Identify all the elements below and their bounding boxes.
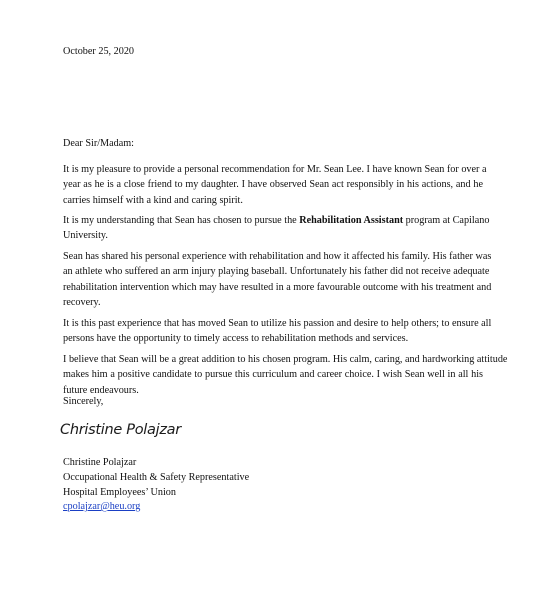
paragraph-2-line: University. — [63, 230, 108, 242]
signer-name: Christine Polajzar — [63, 457, 137, 468]
salutation: Dear Sir/Madam: — [63, 138, 135, 149]
paragraph-4-line: persons have the opportunity to timely access to rehabilitation methods and services. — [63, 333, 409, 345]
signer-email-link[interactable]: cpolajzar@heu.org — [63, 501, 141, 512]
paragraph-3 — [63, 249, 492, 311]
paragraph-2-text: It is my understanding that Sean has chosen to pursue the — [63, 215, 300, 226]
paragraph-3-line: Sean has shared his personal experience with rehabilitation and how it affected his family. His father was — [63, 251, 492, 262]
handwritten-signature — [58, 414, 198, 444]
paragraph-1-line: It is my pleasure to provide a personal recommendation for Mr. Sean Lee. I have known Sean for over a — [63, 164, 487, 175]
paragraph-3-line: recovery. — [63, 297, 101, 309]
paragraph-4 — [63, 316, 492, 347]
closing: Sincerely, — [63, 396, 104, 407]
signer-organization: Hospital Employees’ Union — [63, 487, 176, 498]
paragraph-2-text: program at Capilano — [403, 215, 490, 226]
paragraph-5-line: makes him a positive candidate to pursue this curriculum and career choice. I wish Sean well in all his — [63, 369, 483, 381]
paragraph-1 — [63, 162, 487, 208]
paragraph-1-line: carries himself with a kind and caring spirit. — [63, 194, 243, 206]
paragraph-2 — [63, 213, 490, 244]
paragraph-1-line: year as he is a close friend to my daughter. I have observed Sean act responsibly in his actions, and he — [63, 179, 483, 191]
paragraph-2-line — [63, 213, 490, 228]
paragraph-3-line: an athlete who suffered an arm injury playing baseball. Unfortunately his father did not receive adequate — [63, 266, 490, 278]
signature-text: Christine Polajzar — [60, 422, 181, 438]
paragraph-5-line: I believe that Sean will be a great addition to his chosen program. His calm, caring, and hardworking attitude — [63, 354, 508, 365]
paragraph-3-line: rehabilitation intervention which may have resulted in a more favourable outcome with his treatment and — [63, 281, 492, 293]
paragraph-5 — [63, 352, 508, 398]
paragraph-5-line: future endeavours. — [63, 384, 139, 396]
signer-title: Occupational Health & Safety Representative — [63, 472, 250, 483]
program-name: Rehabilitation Assistant — [299, 215, 404, 226]
letter-date: October 25, 2020 — [63, 46, 135, 57]
paragraph-4-line: It is this past experience that has moved Sean to utilize his passion and desire to help others; to ensure all — [63, 318, 492, 329]
